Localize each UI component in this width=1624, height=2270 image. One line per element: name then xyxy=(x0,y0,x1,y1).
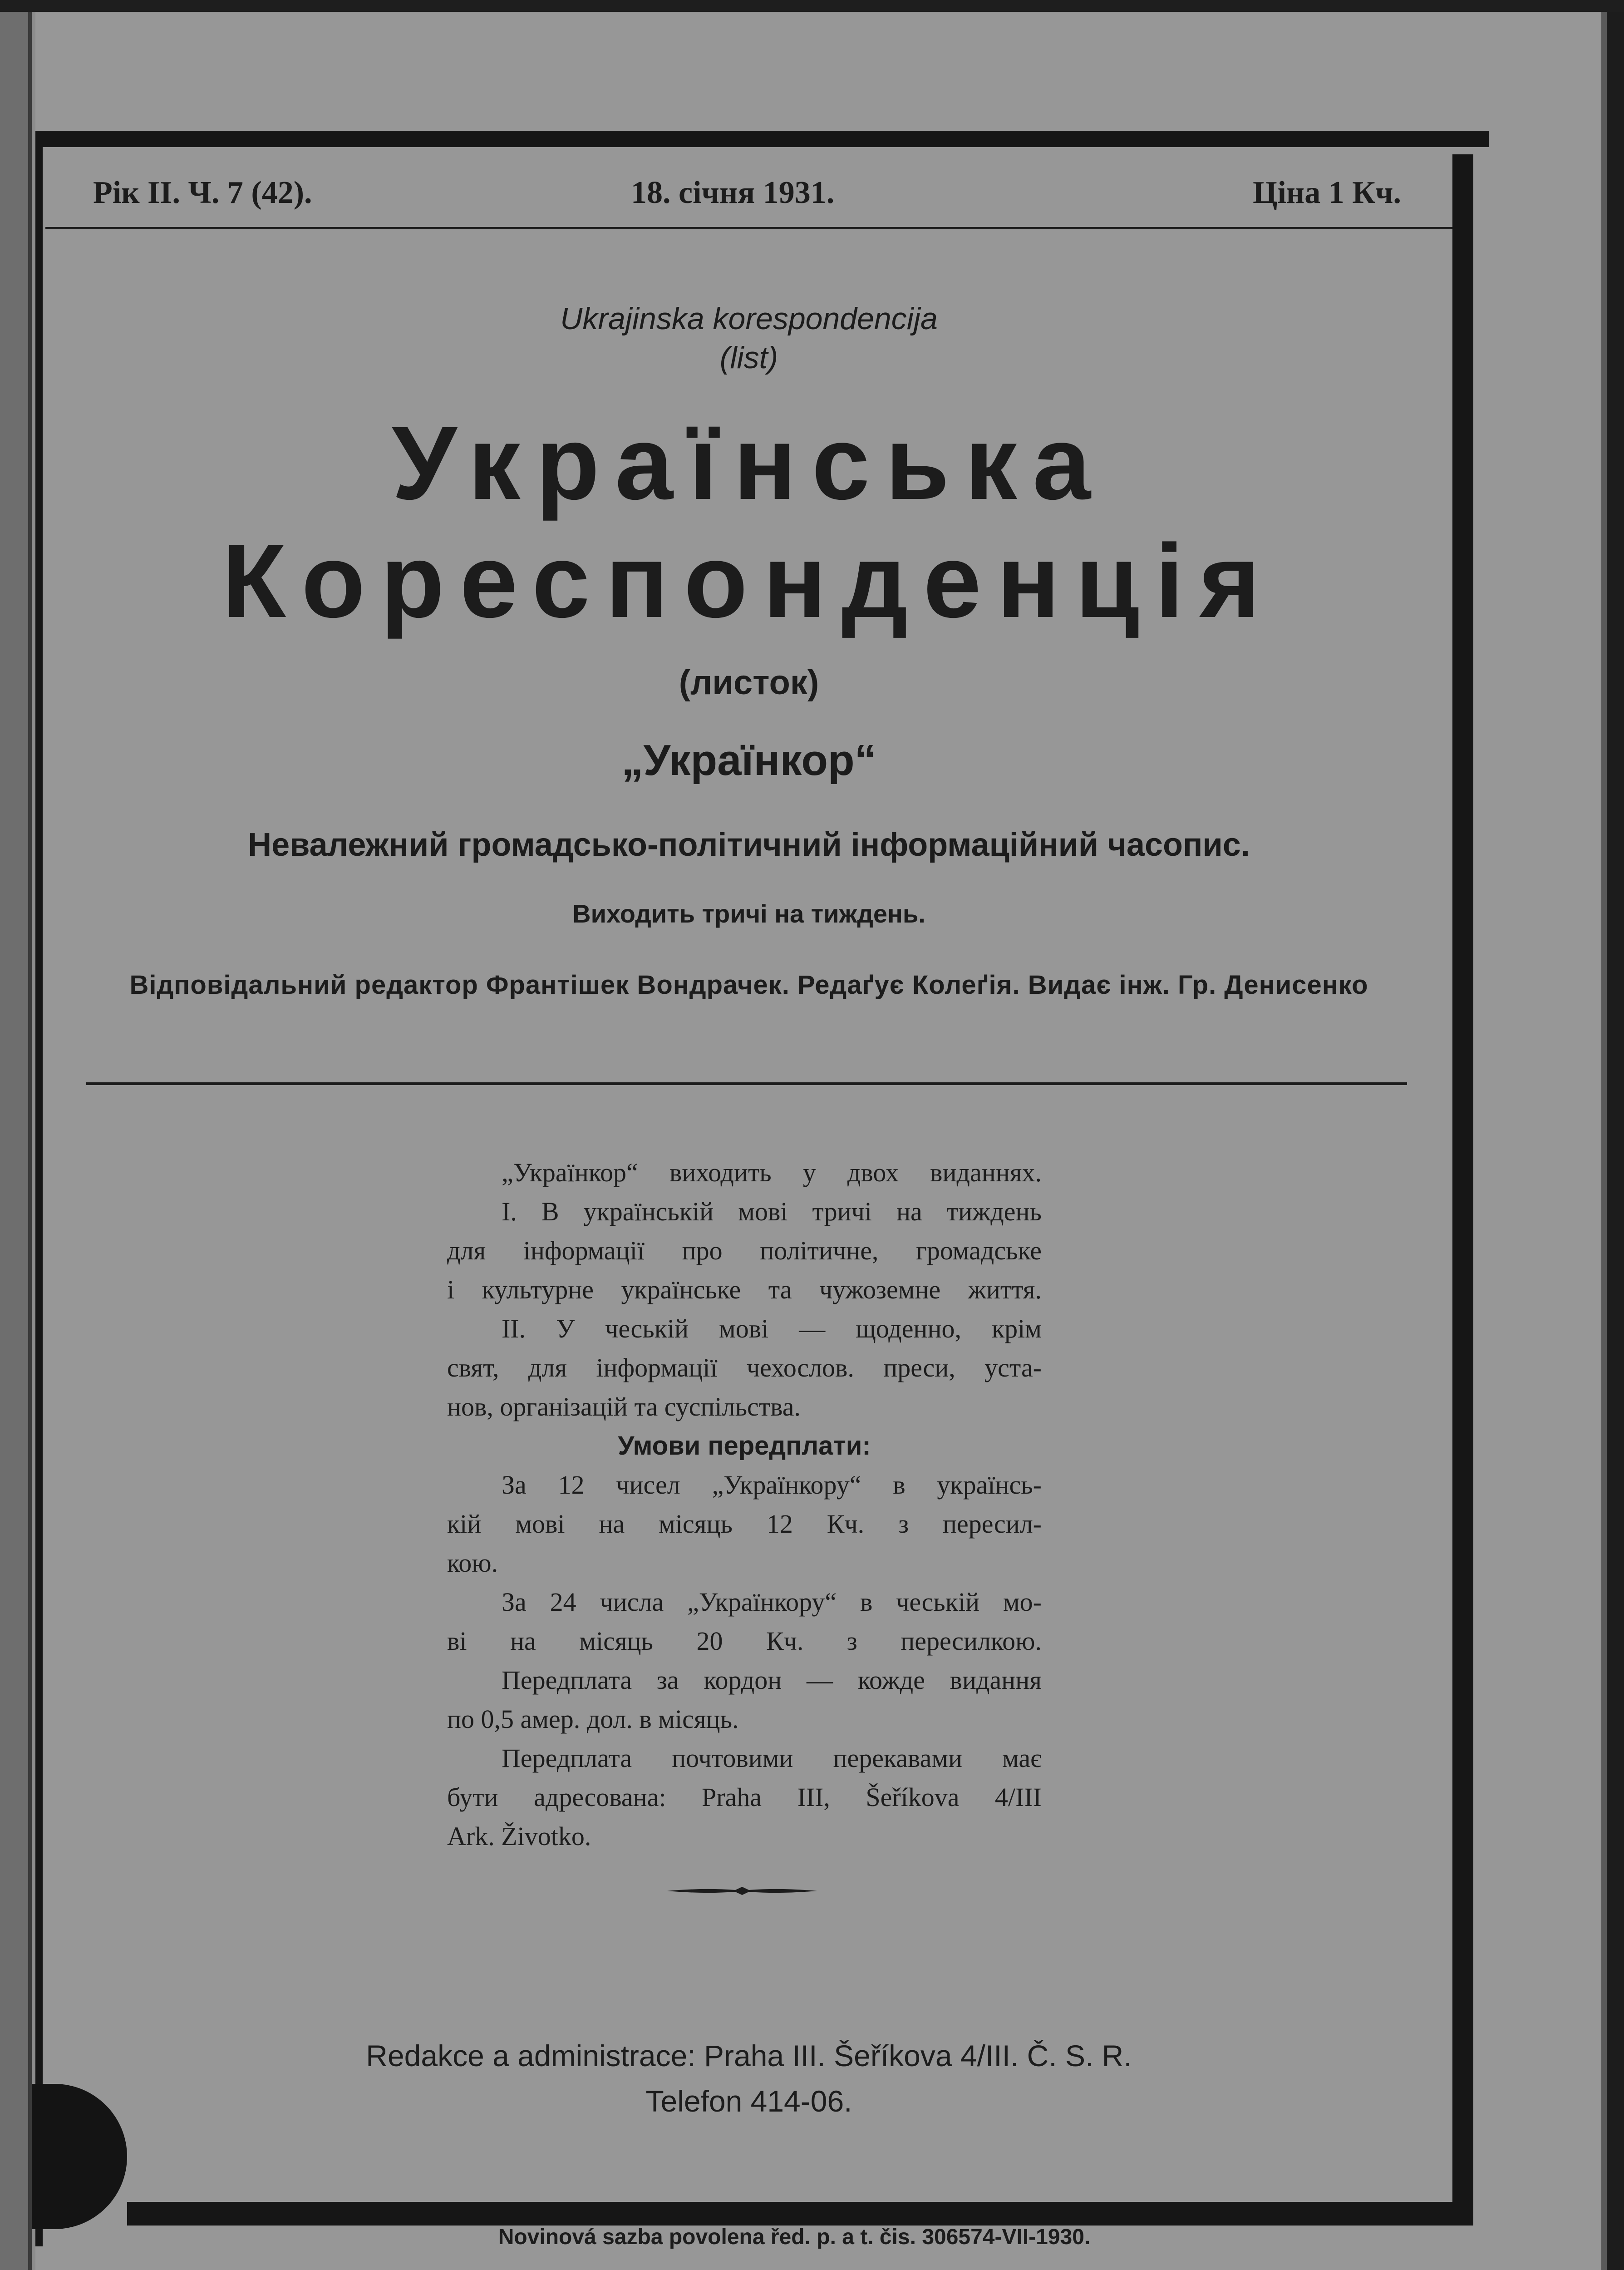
latin-title: Ukrajinska korespondencija xyxy=(560,301,938,336)
body-line: II. У чеській мові — щоденно, крім xyxy=(502,1314,1042,1343)
issue-price: Ціна 1 Кч. xyxy=(1253,175,1401,210)
header-rule xyxy=(45,227,1452,229)
body-line: кій мові на місяць 12 Кч. з пересил- xyxy=(447,1509,1042,1539)
body-line: і культурне українське та чужоземне життя. xyxy=(447,1275,1042,1304)
body-line: нов, організацій та суспільства. xyxy=(447,1392,801,1421)
publication-frequency: Виходить тричі на тиждень. xyxy=(572,899,925,928)
body-line: по 0,5 амер. дол. в місяць. xyxy=(447,1704,739,1734)
scan-top-margin xyxy=(0,0,1624,12)
publication-description: Невалежний громадсько-політичний інформаційний часопис. xyxy=(248,827,1250,863)
subscription-info xyxy=(447,1153,1042,1856)
issue-number: Рік II. Ч. 7 (42). xyxy=(93,175,312,210)
body-line: бути адресована: Praha III, Šeříkova 4/III xyxy=(447,1782,1042,1812)
body-line: кою. xyxy=(447,1548,498,1578)
body-line: За 24 числа „Українкору“ в чеській мо- xyxy=(502,1587,1042,1617)
frame-bottom-border xyxy=(127,2202,1473,2226)
scan-right-edge xyxy=(1601,0,1607,2270)
printing-permit: Novinová sazba povolena řed. p. a t. čis. 306574-VII-1930. xyxy=(498,2225,1091,2249)
body-line: „Українкор“ виходить у двох виданнях. xyxy=(502,1158,1042,1187)
main-title-line1: Українська xyxy=(392,405,1106,521)
body-line: Передплата почтовими перекавами має xyxy=(502,1743,1042,1773)
masthead-subtitle: (листок) xyxy=(679,663,819,702)
frame-right-border xyxy=(1452,154,1473,2225)
section-rule xyxy=(86,1082,1407,1085)
latin-subtitle: (list) xyxy=(719,340,778,375)
body-line: для інформації про політичне, громадське xyxy=(447,1236,1042,1265)
main-title-line2: Кореспонденція xyxy=(222,523,1276,639)
editorial-address: Redakce a administrace: Praha III. Šeříkova 4/III. Č. S. R. xyxy=(366,2039,1132,2073)
body-line: Передплата за кордон — кожде видання xyxy=(502,1665,1042,1695)
issue-date: 18. січня 1931. xyxy=(631,175,835,210)
subscription-heading: Умови передплати: xyxy=(618,1431,871,1461)
scan-right-margin xyxy=(1607,0,1624,2270)
body-line: Ark. Životko. xyxy=(447,1821,591,1851)
short-name: „Українкор“ xyxy=(621,736,876,785)
telephone: Telefon 414-06. xyxy=(645,2084,852,2118)
body-line: I. В українській мові тричі на тиждень xyxy=(502,1197,1042,1226)
body-line: ві на місяць 20 Кч. з пересилкою. xyxy=(447,1626,1042,1656)
editors-line: Відповідальний редактор Франтішек Вондрачек. Редаґує Колеґія. Видає інж. Гр. Денисенко xyxy=(129,970,1368,1000)
body-line: За 12 чисел „Українкору“ в українсь- xyxy=(502,1470,1042,1500)
scan-left-edge xyxy=(28,0,32,2270)
ornament-divider xyxy=(667,1884,817,1898)
frame-left-border xyxy=(35,131,43,2246)
scan-left-margin xyxy=(0,0,32,2270)
frame-top-border xyxy=(35,131,1489,147)
body-line: свят, для інформації чехослов. преси, уста- xyxy=(447,1353,1042,1382)
